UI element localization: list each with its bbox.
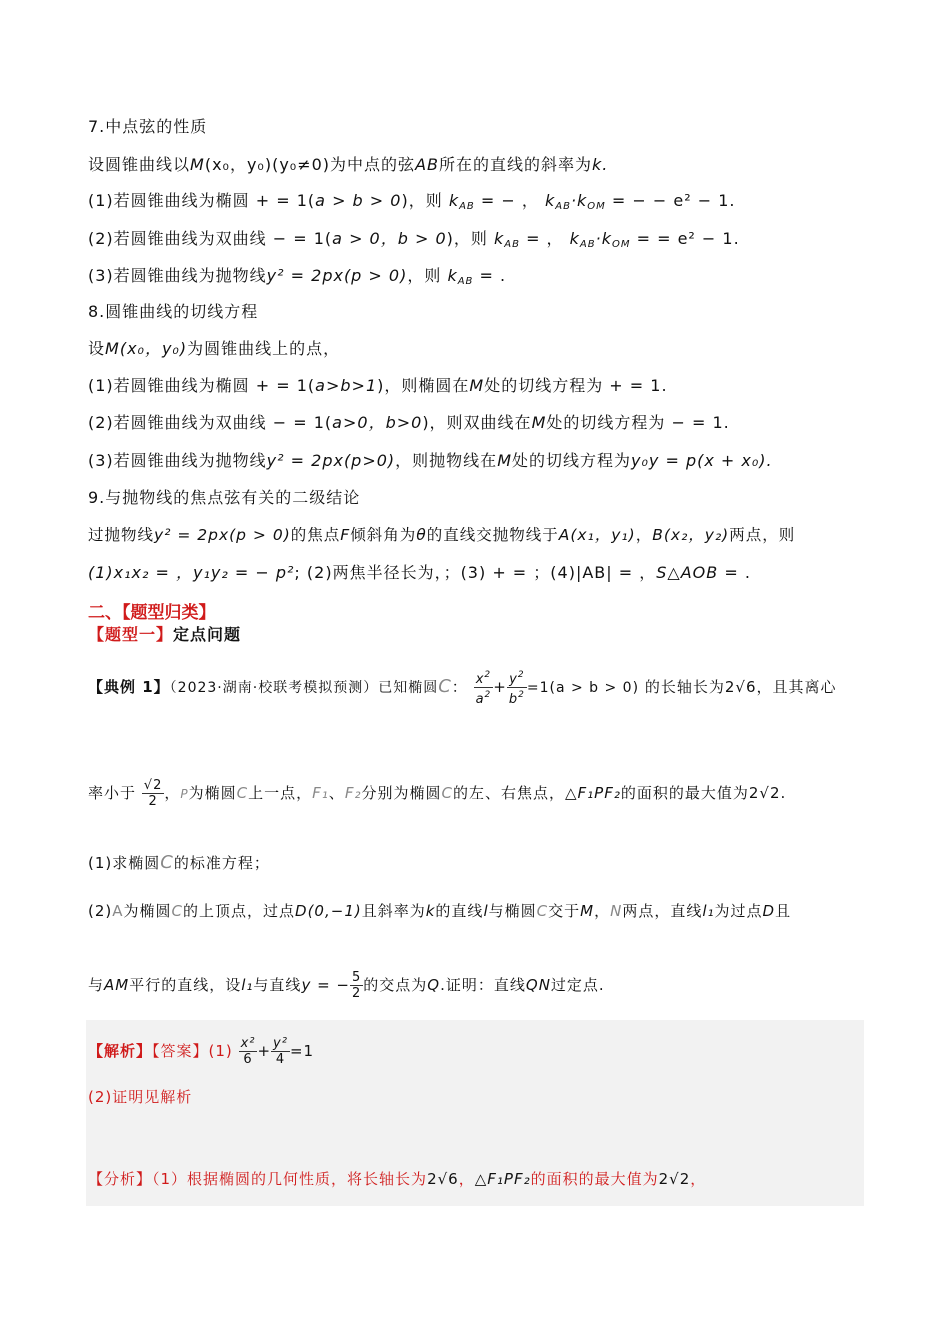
section-9-title: 9.与抛物线的焦点弦有关的二级结论 (88, 488, 361, 507)
section-9-line-1: 过抛物线y² = 2px(p > 0)的焦点F倾斜角为θ的直线交抛物线于A(x₁，y₁)，B(x₂，y₂)两点，则 (88, 526, 796, 544)
answer-line-1: 【解析】【答案】(1) $\frac{\text{x²}}{6}$ + $\frac{\text{y²}}{4}$ =1 (88, 1036, 315, 1067)
section-8-intro: 设M(x₀，y₀)为圆锥曲线上的点， (88, 339, 341, 358)
section-7-title: 7.中点弦的性质 (88, 117, 208, 136)
section-7-intro: 设圆锥曲线以M(x₀，y₀)(y₀≠0)为中点的弦AB所在的直线的斜率为k. (88, 155, 609, 174)
question-2-continued: 与AM平行的直线，设l₁与直线y = − $\frac{5}{2}$ 的交点为Q.证明：直线QN过定点. (88, 970, 605, 1001)
question-1: (1)求椭圆C的标准方程； (88, 852, 270, 873)
ellipse-x-fraction: $\frac{x^2}{a^2}$ (475, 670, 492, 707)
analysis-line: 【分析】（1）根据椭圆的几何性质，将长轴长为2√6，△F₁PF₂的面积的最大值为2√2， (88, 1170, 707, 1188)
answer-y-fraction: $\frac{\text{y²}}{4}$ (273, 1036, 288, 1067)
section-8-line-1: (1)若圆锥曲线为椭圆 + = 1(a>b>1)，则椭圆在M处的切线方程为 + = 1. (88, 376, 668, 395)
section-7-line-3: (3)若圆锥曲线为抛物线y² = 2px(p > 0)，则 $k_{AB}$ = . (88, 266, 507, 287)
section-heading: 二、【题型归类】 (88, 603, 216, 623)
ellipse-y-fraction: $\frac{y^2}{b^2}$ (508, 670, 525, 707)
eccentricity-fraction: $\frac{√2}{2}$ (143, 778, 163, 809)
section-8-line-3: (3)若圆锥曲线为抛物线y² = 2px(p>0)，则抛物线在M处的切线方程为y₀y = p(x + x₀). (88, 451, 773, 470)
y-value-fraction: $\frac{5}{2}$ (352, 970, 362, 1001)
section-8-line-2: (2)若圆锥曲线为双曲线 − = 1(a>0，b>0)，则双曲线在M处的切线方程为 − = 1. (88, 413, 730, 432)
section-7-line-2: (2)若圆锥曲线为双曲线 − = 1(a > 0，b > 0)，则 $k_{AB}$ = ， $k_{AB}\cdot k_{OM}$ = = e² − 1. (88, 229, 740, 250)
example-line-2: 率小于 $\frac{√2}{2}$ ，P为椭圆C上一点，F₁、F₂分别为椭圆C的左、右焦点，△F₁PF₂的面积的最大值为2√2. (88, 778, 787, 809)
section-9-line-2: (1)x₁x₂ = ，y₁y₂ = − p²; (2)两焦半径长为，；(3) + = ；(4)|AB| = ，S△AOB = . (88, 563, 751, 582)
section-7-line-1: (1)若圆锥曲线为椭圆 + = 1(a > b > 0)，则 $k_{AB}$ = − ， $k_{AB}\cdot k_{OM}$ = − − e² − 1. (88, 191, 736, 212)
answer-x-fraction: $\frac{\text{x²}}{6}$ (240, 1036, 256, 1067)
example-line-1: 【典例 1】（2023·湖南·校联考模拟预测）已知椭圆C： $\frac{x^2}{a^2}$ + $\frac{y^2}{b^2}$ =1(a > b > 0) 的长轴长为2√6，且其离心 (88, 670, 837, 707)
answer-line-2: (2)证明见解析 (88, 1088, 193, 1106)
type-1-heading: 【题型一】定点问题 (88, 625, 242, 644)
question-2: (2)A为椭圆C的上顶点，过点D(0,−1)且斜率为k的直线l与椭圆C交于M，N两点，直线l₁为过点D且 (88, 902, 792, 920)
section-8-title: 8.圆锥曲线的切线方程 (88, 302, 259, 321)
